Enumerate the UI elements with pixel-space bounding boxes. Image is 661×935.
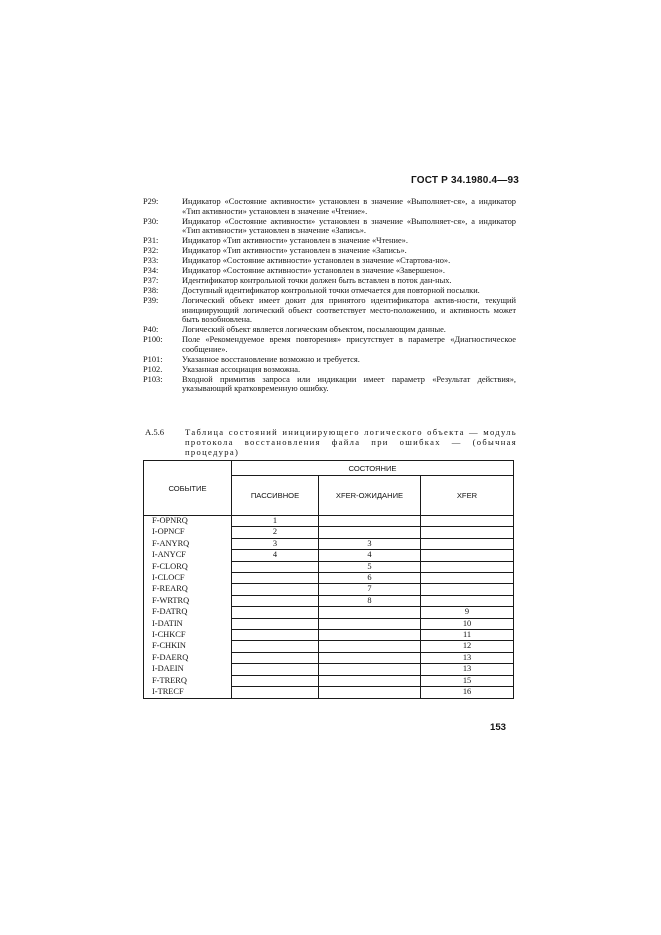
definition-text: Поле «Рекомендуемое время повторения» присутствует в параметре «Диагностическое сообщение».	[182, 335, 516, 354]
state-cell	[319, 527, 421, 538]
table-row	[144, 584, 514, 595]
table-row	[144, 538, 514, 549]
definition-text: Индикатор «Состояние активности» установлен в значение «Выполняет-ся», а индикатор «Тип активности» установлен в значение «Запись».	[182, 216, 516, 236]
table-caption-text: Таблица состояний инициирующего логического объекта — модуль протокола восстановления файла при ошибках — (обычная процедура)	[185, 427, 517, 458]
state-cell: 11	[421, 630, 514, 641]
event-cell: F-WRTRQ	[144, 595, 232, 606]
table-row	[144, 618, 514, 629]
state-group-header: СОСТОЯНИЕ	[232, 461, 514, 476]
state-header-passive: ПАССИВНОЕ	[232, 476, 319, 516]
state-cell: 6	[319, 573, 421, 584]
event-column-header: СОБЫТИЕ	[144, 461, 232, 516]
state-cell	[232, 675, 319, 686]
state-cell: 13	[421, 664, 514, 675]
state-cell	[319, 618, 421, 629]
definition-code: P103:	[143, 374, 163, 384]
definition-item	[143, 256, 516, 266]
definition-item	[143, 296, 516, 325]
definition-code: P33:	[143, 256, 159, 266]
table-caption-number: А.5.6	[145, 427, 165, 437]
definition-text: Указанная ассоциация возможна.	[182, 364, 301, 374]
event-cell: I-CLOCF	[144, 573, 232, 584]
definition-code: P39:	[143, 296, 159, 306]
event-cell: F-CLORQ	[144, 561, 232, 572]
table-row	[144, 675, 514, 686]
definition-item	[143, 365, 516, 375]
state-cell: 4	[319, 550, 421, 561]
state-cell: 1	[232, 516, 319, 527]
state-cell: 2	[232, 527, 319, 538]
definition-item	[143, 325, 516, 335]
event-cell: I-DAEIN	[144, 664, 232, 675]
state-cell	[232, 687, 319, 698]
state-header-xfer: XFER	[421, 476, 514, 516]
state-cell	[232, 561, 319, 572]
definition-item	[143, 236, 516, 246]
definition-text: Доступный идентификатор контрольной точки отмечается для повторной посылки.	[182, 286, 480, 296]
state-cell: 3	[232, 538, 319, 549]
definition-text: Индикатор «Тип активности» установлен в значение «Чтение».	[182, 236, 408, 246]
page-number: 153	[490, 722, 507, 733]
state-cell	[421, 561, 514, 572]
definition-text: Индикатор «Тип активности» установлен в значение «Запись».	[182, 246, 407, 256]
state-cell	[232, 630, 319, 641]
definitions-list	[143, 197, 516, 394]
definition-item	[143, 217, 516, 236]
definition-code: P40:	[143, 325, 159, 335]
state-cell	[421, 584, 514, 595]
state-cell	[421, 573, 514, 584]
table-row	[144, 664, 514, 675]
definition-text: Индикатор «Состояние активности» установлен в значение «Завершено».	[182, 266, 445, 276]
state-cell	[421, 550, 514, 561]
definition-code: P32:	[143, 246, 159, 256]
table-row	[144, 550, 514, 561]
state-cell	[319, 664, 421, 675]
definition-code: P31:	[143, 236, 159, 246]
state-cell: 4	[232, 550, 319, 561]
state-cell: 3	[319, 538, 421, 549]
event-cell: F-OPNRQ	[144, 516, 232, 527]
definition-code: P101:	[143, 354, 163, 364]
definition-item	[143, 266, 516, 276]
state-cell	[232, 664, 319, 675]
event-cell: F-REARQ	[144, 584, 232, 595]
event-cell: F-ANYRQ	[144, 538, 232, 549]
definition-item	[143, 335, 516, 354]
definition-code: P29:	[143, 197, 159, 206]
table-row	[144, 630, 514, 641]
state-cell: 5	[319, 561, 421, 572]
event-cell: I-TRECF	[144, 687, 232, 698]
table-row	[144, 687, 514, 698]
event-cell: I-OPNCF	[144, 527, 232, 538]
state-cell: 10	[421, 618, 514, 629]
state-cell: 12	[421, 641, 514, 652]
table-row	[144, 607, 514, 618]
state-cell	[232, 595, 319, 606]
state-cell	[319, 630, 421, 641]
state-cell	[421, 527, 514, 538]
event-cell: I-ANYCF	[144, 550, 232, 561]
state-cell	[319, 687, 421, 698]
event-cell: F-TRERQ	[144, 675, 232, 686]
definition-code: P100:	[143, 335, 163, 345]
definition-text: Индикатор «Состояние активности» установлен в значение «Стартова-но».	[182, 256, 451, 266]
definition-item	[143, 375, 516, 394]
state-cell	[232, 652, 319, 663]
definition-item	[143, 355, 516, 365]
state-cell: 9	[421, 607, 514, 618]
table-row	[144, 641, 514, 652]
state-table	[143, 460, 514, 699]
event-cell: I-CHKCF	[144, 630, 232, 641]
definition-item	[143, 286, 516, 296]
definition-item	[143, 197, 516, 216]
table-row	[144, 527, 514, 538]
event-cell: F-DAERQ	[144, 652, 232, 663]
definition-text: Указанное восстановление возможно и требуется.	[182, 354, 360, 364]
state-cell	[232, 618, 319, 629]
state-cell	[319, 675, 421, 686]
definition-code: P37:	[143, 276, 159, 286]
definition-code: P38:	[143, 286, 159, 296]
table-row	[144, 652, 514, 663]
document-header: ГОСТ Р 34.1980.4—93	[411, 175, 520, 186]
state-cell	[319, 641, 421, 652]
table-row	[144, 516, 514, 527]
state-cell	[421, 516, 514, 527]
state-cell	[421, 538, 514, 549]
definition-text: Логический объект имеет докит для принятого идентификатора актив-ности, текущий инициирующий логический объект соответствует место-положению, и активность может быть возобновлена.	[182, 296, 516, 325]
state-cell: 7	[319, 584, 421, 595]
state-cell	[319, 516, 421, 527]
state-cell: 16	[421, 687, 514, 698]
state-cell	[319, 652, 421, 663]
definition-code: P102.	[143, 364, 163, 374]
state-cell	[232, 584, 319, 595]
table-row	[144, 595, 514, 606]
definition-text: Идентификатор контрольной точки должен быть вставлен в поток дан-ных.	[182, 276, 452, 286]
definition-text: Логический объект является логическим объектом, посылающим данные.	[182, 325, 446, 335]
event-cell: F-DATRQ	[144, 607, 232, 618]
state-cell	[232, 573, 319, 584]
state-cell	[232, 607, 319, 618]
state-cell	[232, 641, 319, 652]
definition-code: P34:	[143, 266, 159, 276]
state-header-xfer-wait: XFER-ОЖИДАНИЕ	[319, 476, 421, 516]
event-cell: F-CHKIN	[144, 641, 232, 652]
state-cell	[421, 595, 514, 606]
state-cell: 13	[421, 652, 514, 663]
definition-code: P30:	[143, 216, 159, 226]
definition-text: Входной примитив запроса или индикации имеет параметр «Результат действия», указывающий кратковременную ошибку.	[182, 374, 516, 394]
table-caption	[145, 427, 517, 458]
event-cell: I-DATIN	[144, 618, 232, 629]
definition-item	[143, 276, 516, 286]
table-row	[144, 561, 514, 572]
state-cell: 15	[421, 675, 514, 686]
definition-item	[143, 246, 516, 256]
definition-text: Индикатор «Состояние активности» установлен в значение «Выполняет-ся», а индикатор «Тип активности» установлен в значение «Чтение».	[182, 197, 516, 216]
state-cell	[319, 607, 421, 618]
state-cell: 8	[319, 595, 421, 606]
table-row	[144, 573, 514, 584]
